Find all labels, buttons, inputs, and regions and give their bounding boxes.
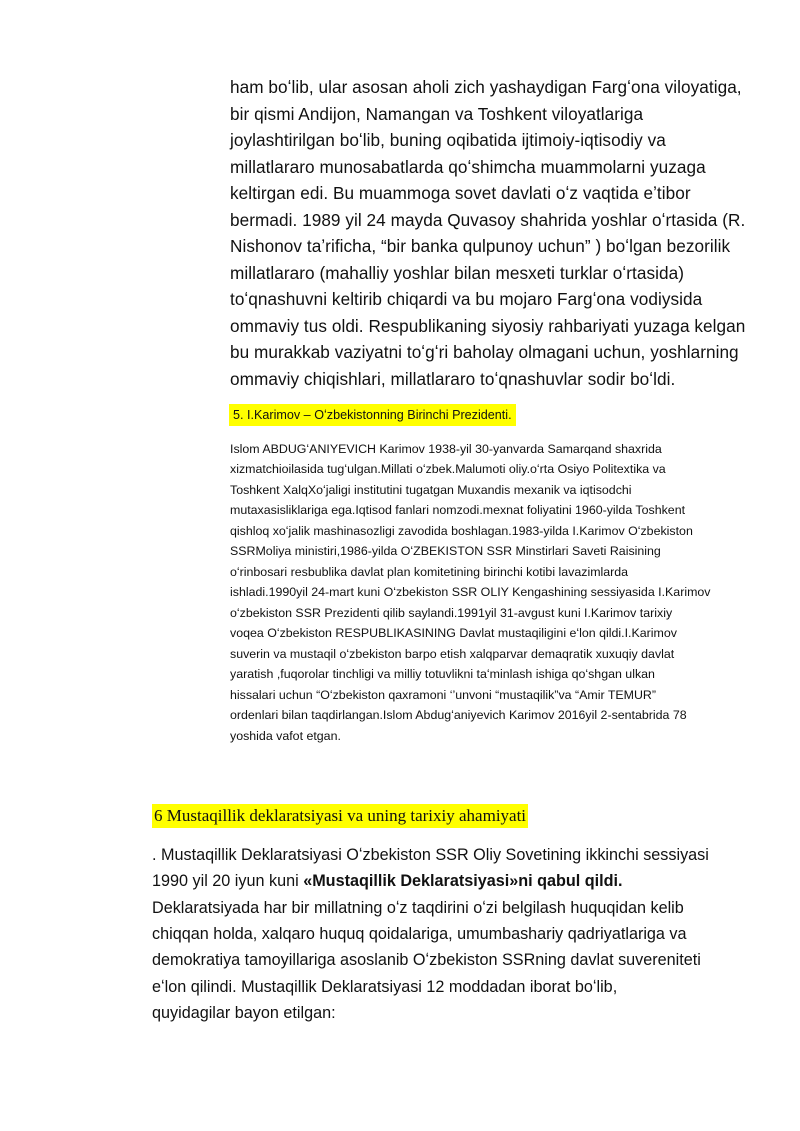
- text-line: . Mustaqillik Deklaratsiyasi Oʻzbekiston SSR Oliy Sovetining ikkinchi sessiyasi: [152, 846, 709, 864]
- text-line: mutaxasisliklariga ega.Iqtisod fanlari nomzodi.mexnat foliyatini 1960-yilda Toshkent: [230, 503, 686, 517]
- text-line: millatlararo munosabatlarda qoʻshimcha muammolarni yuzaga: [230, 157, 706, 177]
- text-line: ishladi.1990yil 24-mart kuni Oʻzbekiston SSR OLIY Kengashining sessiyasida I.Karimov: [230, 585, 711, 599]
- text-line: oʻrinbosari resbublika davlat plan komitetining birinchi kotibi lavazimlarda: [230, 565, 629, 579]
- text-line: bu murakkab vaziyatni toʻgʻri baholay olmagani uchun, yoshlarning: [230, 342, 739, 362]
- text-line: [152, 872, 623, 891]
- text-line: demokratiya tamoyillariga asoslanib Oʻzbekiston SSRning davlat suvereniteti: [152, 951, 701, 969]
- bold-text-run: «Mustaqillik Deklaratsiyasi»ni qabul qildi.: [303, 872, 623, 890]
- text-line: toʻqnashuvni keltirib chiqardi va bu mojaro Fargʻona vodiysida: [230, 289, 703, 309]
- text-line: ommaviy chiqishlari, millatlararo toʻqnashuvlar sodir boʻldi.: [230, 369, 676, 389]
- text-line: yoshida vafot etgan.: [230, 729, 341, 743]
- text-line: SSRMoliya ministiri,1986-yilda OʻZBEKISTON SSR Minstirlari Saveti Raisining: [230, 544, 661, 558]
- text-line: xizmatchioilasida tugʻulgan.Millati oʻzbek.Malumoti oliy.oʻrta Osiyo Politextika va: [230, 462, 666, 476]
- text-line: Islom ABDUGʻANIYEVICH Karimov 1938-yil 30-yanvarda Samarqand shaxrida: [230, 442, 662, 456]
- text-line: qishloq xoʻjalik mashinasozligi zavodida boshlagan.1983-yilda I.Karimov Oʻzbekiston: [230, 524, 693, 538]
- text-line: Toshkent XalqXoʻjaligi institutini tugatgan Muxandis mexanik va iqtisodchi: [230, 483, 632, 497]
- text-line: chiqqan holda, xalqaro huquq qoidalariga, umumbashariy qadriyatlariga va: [152, 925, 687, 943]
- text-line: suverin va mustaqil oʻzbekiston barpo etish xalqparvar demaqratik xuxuqiy davlat: [230, 647, 675, 661]
- text-line: Nishonov taʼrificha, “bir banka qulpunoy uchun” ) boʻlgan bezorilik: [230, 236, 731, 256]
- text-line: ham boʻlib, ular asosan aholi zich yashaydigan Fargʻona viloyatiga,: [230, 77, 742, 97]
- text-line: Deklaratsiyada har bir millatning oʻz taqdirini oʻzi belgilash huquqidan kelib: [152, 899, 684, 917]
- text-line: joylashtirilgan boʻlib, buning oqibatida ijtimoiy-iqtisodiy va: [230, 130, 666, 150]
- text-line: voqea Oʻzbekiston RESPUBLIKASINING Davlat mustaqiligini eʻlon qildi.I.Karimov: [230, 626, 677, 640]
- text-line: ordenlari bilan taqdirlangan.Islom Abdugʻaniyevich Karimov 2016yil 2-sentabrida 78: [230, 708, 687, 722]
- text-line: bermadi. 1989 yil 24 mayda Quvasoy shahrida yoshlar oʻrtasida (R.: [230, 210, 746, 230]
- section-heading-karimov: 5. I.Karimov – Oʻzbekistonning Birinchi Prezidenti.: [229, 404, 516, 426]
- text-line: quyidagilar bayon etilgan:: [152, 1004, 336, 1022]
- section-heading-declaration: 6 Mustaqillik deklaratsiyasi va uning tarixiy ahamiyati: [152, 804, 528, 828]
- text-line: ommaviy tus oldi. Respublikaning siyosiy rahbariyati yuzaga kelgan: [230, 316, 746, 336]
- text-line: hissalari uchun “Oʻzbekiston qaxramoni ‘’unvoni “mustaqilik”va “Amir TEMUR”: [230, 688, 657, 702]
- text-line: oʻzbekiston SSR Prezidenti qilib saylandi.1991yil 31-avgust kuni I.Karimov tarixiy: [230, 606, 673, 620]
- text-line: millatlararo (mahalliy yoshlar bilan mesxeti turklar oʻrtasida): [230, 263, 684, 283]
- text-line: eʻlon qilindi. Mustaqillik Deklaratsiyasi 12 moddadan iborat boʻlib,: [152, 978, 618, 996]
- text-line: keltirgan edi. Bu muammoga sovet davlati oʻz vaqtida eʼtibor: [230, 183, 691, 203]
- text-line: bir qismi Andijon, Namangan va Toshkent viloyatlariga: [230, 104, 644, 124]
- text-run: 1990 yil 20 iyun kuni: [152, 872, 304, 890]
- text-line: yaratish ,fuqorolar tinchligi va milliy totuvlikni taʻminlash ishiga qoʻshgan ulkan: [230, 667, 655, 681]
